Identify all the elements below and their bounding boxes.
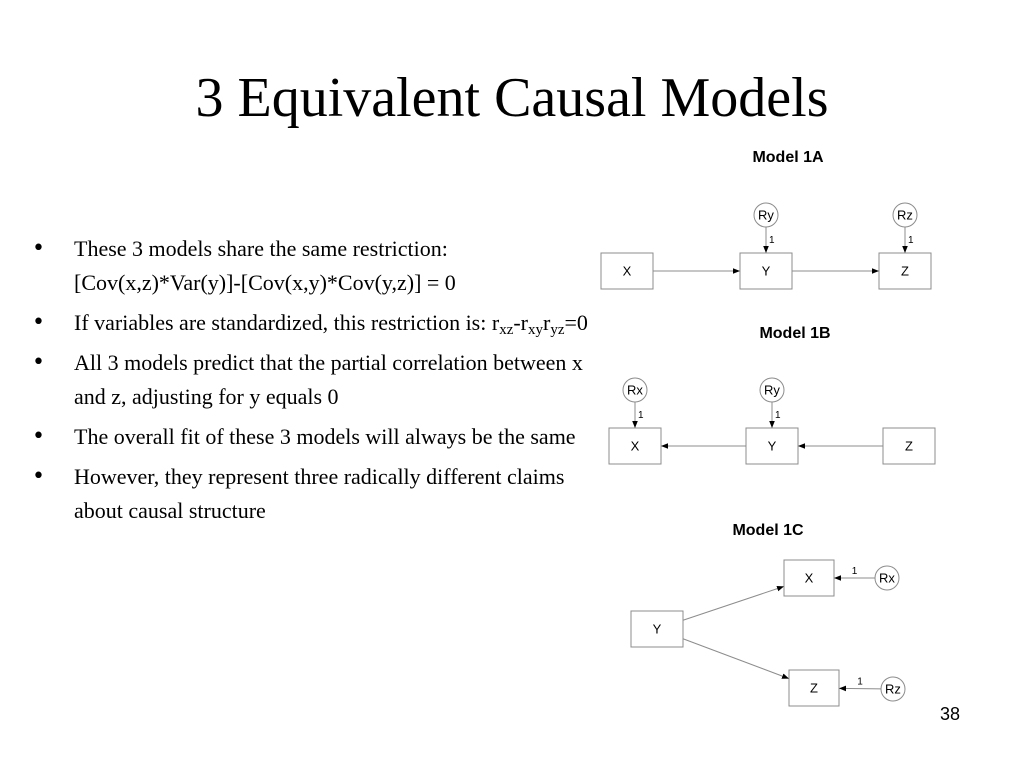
- model-1b: [609, 325, 935, 464]
- bullet-marker: •: [32, 464, 45, 489]
- path-coefficient: 1: [769, 235, 775, 246]
- model-title: Model 1C: [732, 522, 804, 539]
- model-title: Model 1B: [759, 325, 831, 342]
- path-coefficient: 1: [908, 235, 914, 246]
- bullet-text: =0: [564, 310, 588, 335]
- node-label: Y: [767, 438, 777, 454]
- path-coefficient: 1: [638, 410, 644, 421]
- bullet-marker: •: [32, 350, 45, 375]
- model-1a: [601, 149, 931, 289]
- subscript: xz: [499, 322, 514, 338]
- model-title: Model 1A: [752, 149, 824, 166]
- node-label: Ry: [764, 382, 780, 398]
- node-label: Rx: [627, 382, 643, 398]
- bullet-text: The overall fit of these 3 models will always be the same: [74, 424, 576, 449]
- path-coefficient: 1: [851, 566, 858, 577]
- node-label: X: [804, 570, 814, 586]
- page-number: 38: [939, 704, 961, 724]
- bullet-text: If variables are standardized, this restriction is: r: [74, 310, 500, 335]
- path-coefficient: 1: [857, 676, 863, 688]
- node-label: Z: [905, 438, 913, 454]
- bullet-text: All 3 models predict that the partial correlation between x and z, adjusting for y equals 0: [74, 350, 583, 409]
- node-label: Rz: [885, 681, 901, 697]
- subscript: yz: [550, 322, 565, 338]
- node-label: Y: [761, 263, 771, 279]
- bullet-text: r: [543, 310, 551, 335]
- node-label: Rz: [897, 207, 913, 223]
- bullet-text: -r: [513, 310, 529, 335]
- path-arrow: [839, 688, 881, 689]
- path-arrow: [683, 586, 784, 620]
- node-label: Y: [652, 621, 662, 637]
- node-label: X: [622, 263, 632, 279]
- model-1c: [631, 522, 905, 706]
- bullet-marker: •: [32, 236, 45, 261]
- node-label: Z: [901, 263, 909, 279]
- bullet-text: These 3 models share the same restriction: [Cov(x,z)*Var(y)]-[Cov(x,y)*Cov(y,z)] = 0: [74, 236, 456, 295]
- bullet-marker: •: [32, 310, 45, 335]
- slide-title: 3 Equivalent Causal Models: [195, 67, 829, 129]
- node-label: Z: [810, 680, 818, 696]
- path-coefficient: 1: [775, 410, 781, 421]
- node-label: Ry: [758, 207, 774, 223]
- subscript: xy: [528, 322, 544, 338]
- node-label: X: [630, 438, 640, 454]
- node-label: Rx: [879, 570, 895, 586]
- path-arrow: [683, 639, 789, 679]
- bullet-marker: •: [32, 424, 45, 449]
- bullet-text: However, they represent three radically different claims about causal structure: [74, 464, 565, 523]
